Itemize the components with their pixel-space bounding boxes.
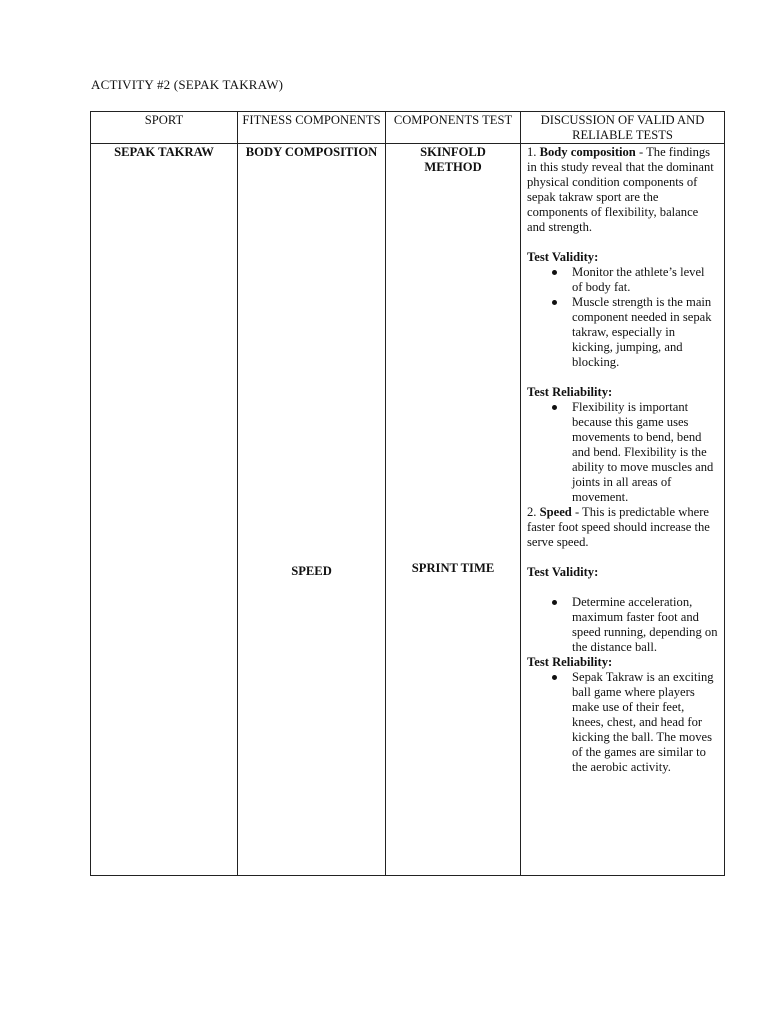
item2-title: Speed — [539, 505, 572, 519]
item2-number: 2. — [527, 505, 540, 519]
table-header-row — [91, 112, 725, 144]
list-item: Monitor the athlete’s level of body fat. — [572, 265, 718, 295]
item1-title: Body composition — [539, 145, 636, 159]
item1-validity-heading: Test Validity: — [527, 250, 599, 264]
item1-text: - The findings in this study reveal that the dominant physical condition components of sepak takraw sport are the components of flexibility, balance and strength. — [527, 145, 714, 234]
item1-reliability-heading: Test Reliability: — [527, 385, 613, 399]
item2-paragraph — [527, 505, 718, 550]
test-skinfold-method: SKINFOLD METHOD — [420, 145, 486, 174]
component-body-composition: BODY COMPOSITION — [245, 145, 378, 159]
header-discussion: DISCUSSION OF VALID AND RELIABLE TESTS — [521, 112, 725, 144]
sport-name: SEPAK TAKRAW — [114, 145, 214, 159]
test-sprint-time: SPRINT TIME — [411, 561, 495, 575]
discussion-cell — [521, 144, 725, 876]
item2-reliability-list — [527, 670, 718, 775]
item2-validity-list — [527, 595, 718, 655]
fitness-test-table — [90, 111, 725, 876]
fitness-components-cell — [238, 144, 386, 876]
table-row — [91, 144, 725, 876]
components-test-cell — [386, 144, 521, 876]
item2-reliability-heading: Test Reliability: — [527, 655, 613, 669]
header-fitness-components: FITNESS COMPONENTS — [238, 112, 386, 144]
item2-text: - This is predictable where faster foot speed should increase the serve speed. — [527, 505, 710, 549]
list-item: Sepak Takraw is an exciting ball game where players make use of their feet, knees, chest, and head for kicking the ball. The moves of the games are similar to the aerobic activity. — [572, 670, 718, 775]
sport-cell — [91, 144, 238, 876]
item1-validity-list — [527, 265, 718, 370]
list-item: Flexibility is important because this game uses movements to bend, bend and bend. Flexibility is the ability to move muscles and joints in all areas of movement. — [572, 400, 718, 505]
header-components-test: COMPONENTS TEST — [386, 112, 521, 144]
header-sport: SPORT — [91, 112, 238, 144]
activity-title: ACTIVITY #2 (SEPAK TAKRAW) — [91, 77, 284, 92]
list-item: Determine acceleration, maximum faster foot and speed running, depending on the distance ball. — [572, 595, 718, 654]
list-item: Muscle strength is the main component needed in sepak takraw, especially in kicking, jumping, and blocking. — [572, 295, 718, 370]
item1-number: 1. — [527, 145, 540, 159]
item2-validity-heading: Test Validity: — [527, 565, 599, 579]
item1-paragraph — [527, 145, 718, 235]
item1-reliability-list — [527, 400, 718, 505]
component-speed: SPEED — [291, 564, 332, 578]
